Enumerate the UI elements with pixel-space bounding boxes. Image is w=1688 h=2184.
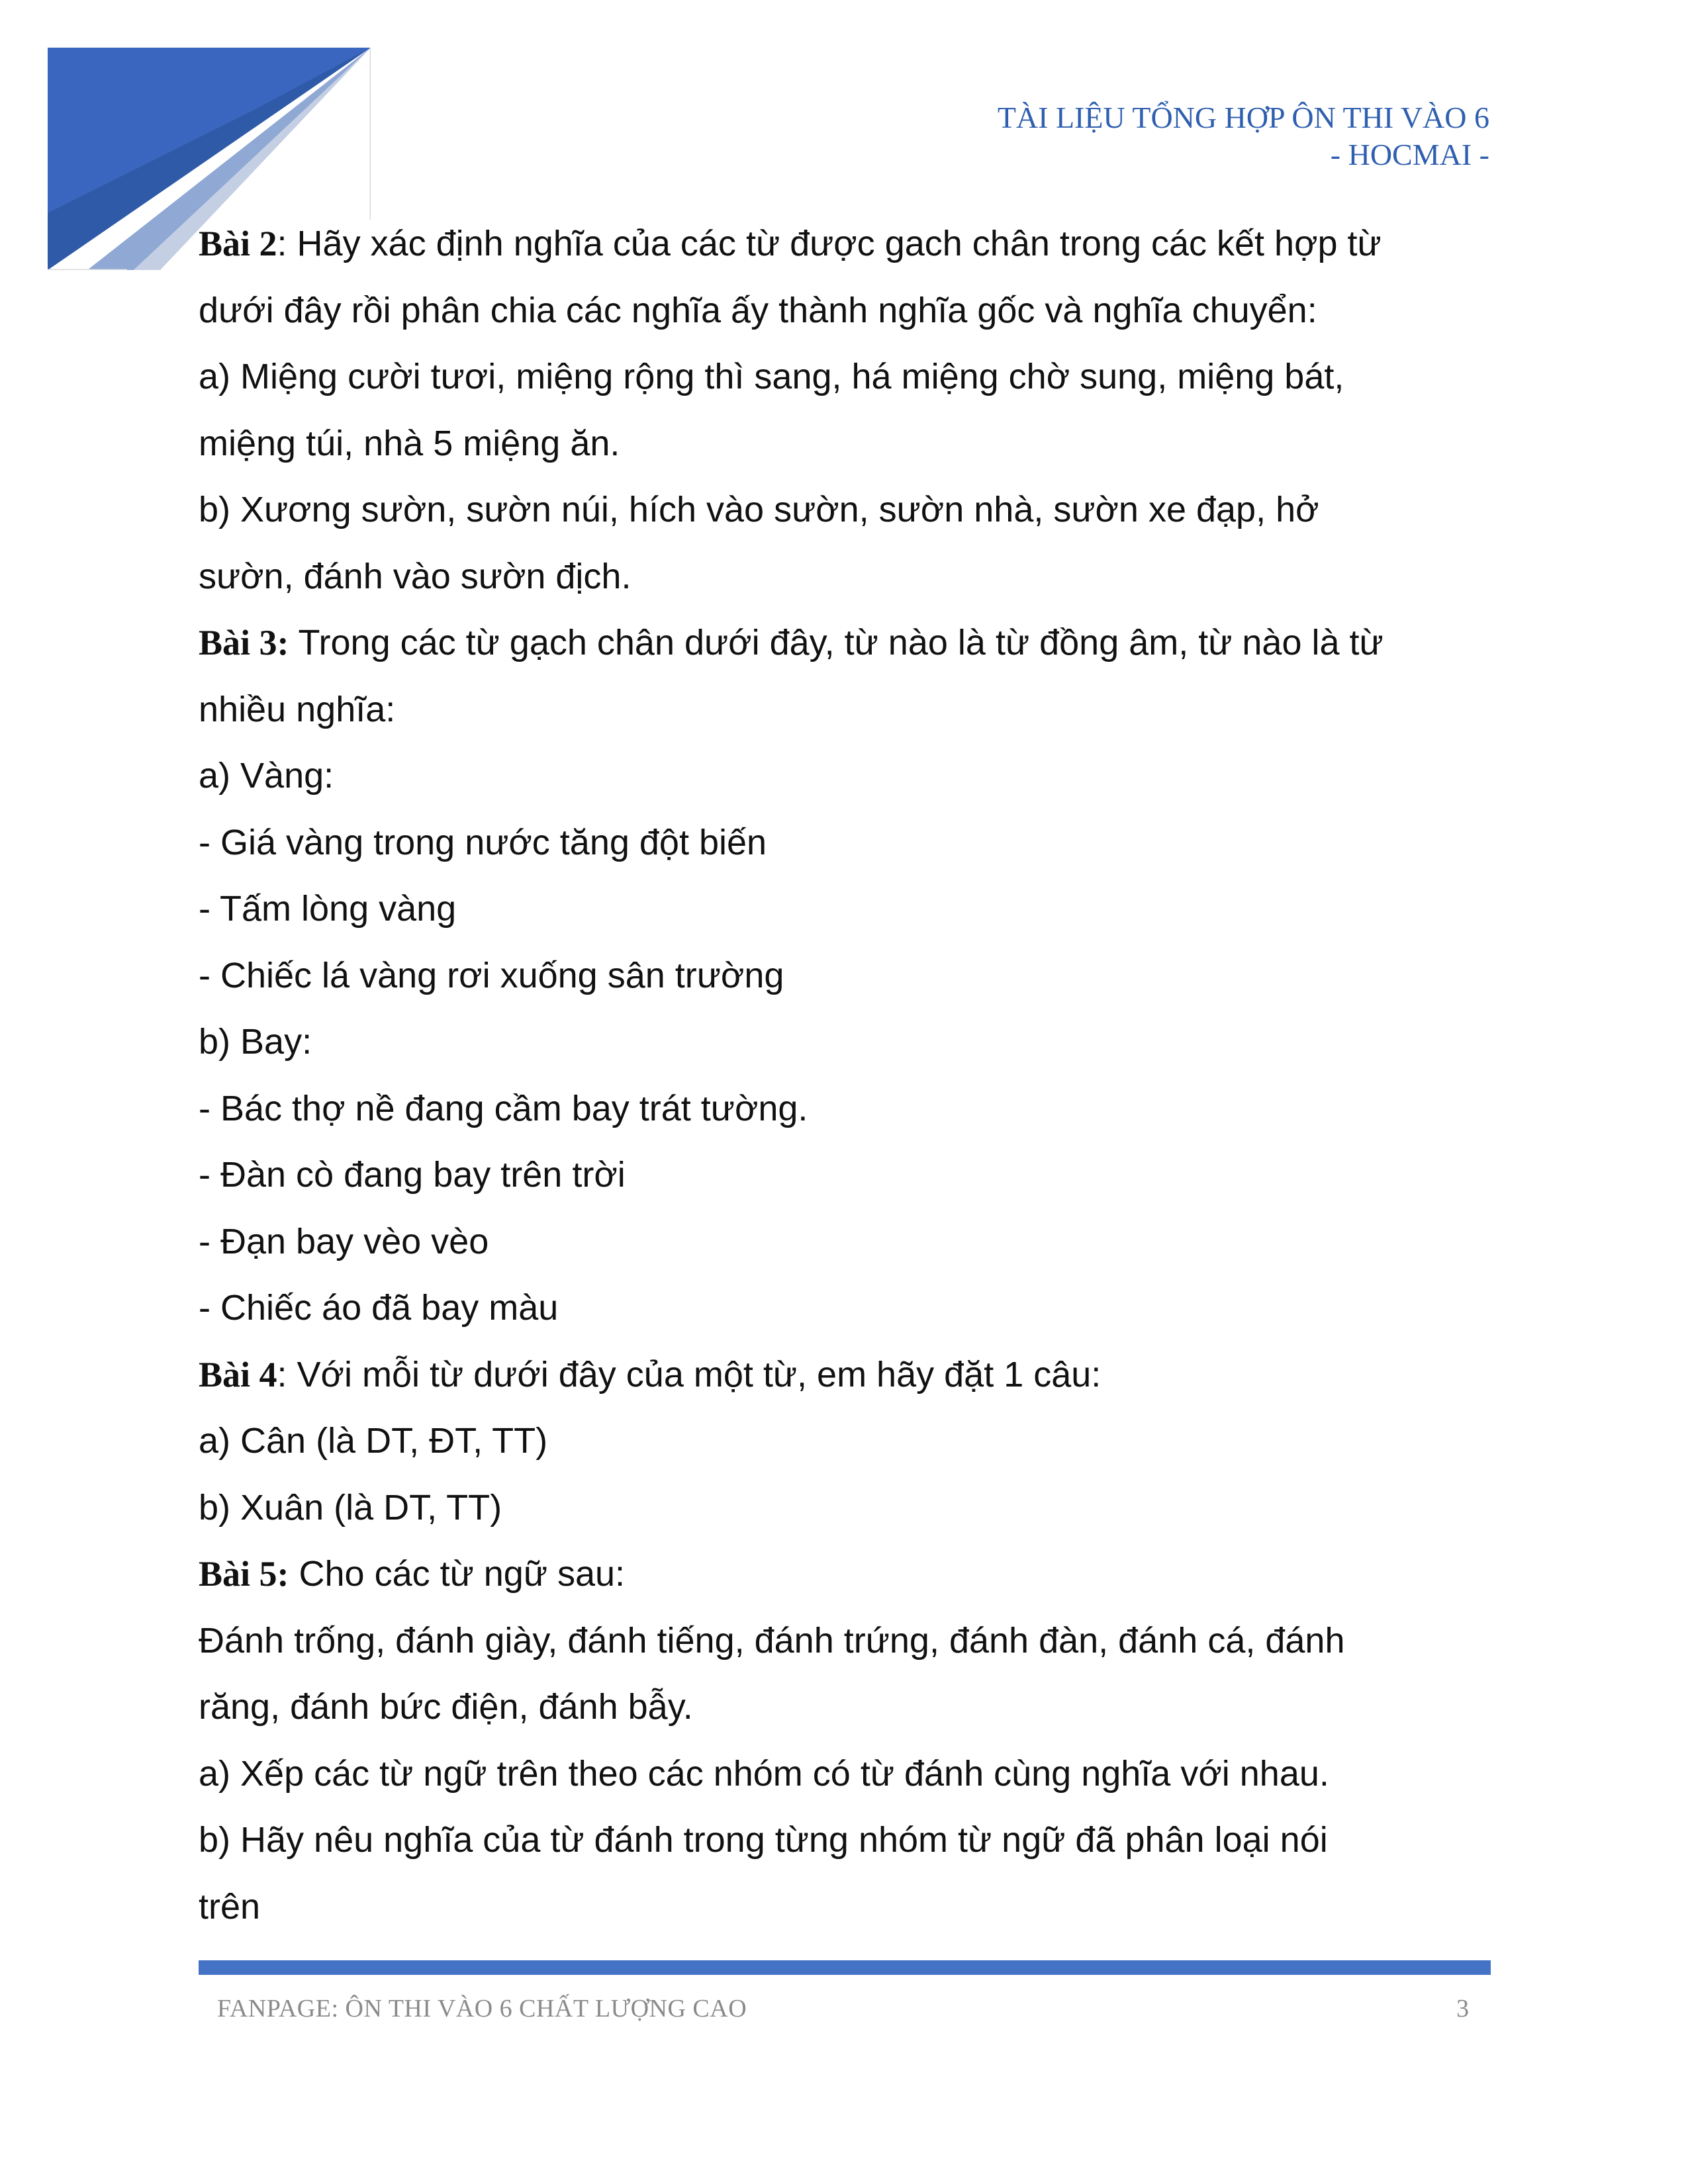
text-line: dưới đây rồi phân chia các nghĩa ấy thành nghĩa gốc và nghĩa chuyển: (199, 290, 1317, 330)
exercise-4-heading (199, 1342, 1496, 1408)
exercise-label: Bài 2 (199, 224, 277, 263)
text-line: b) Bay: (199, 1022, 312, 1062)
exercise-5-heading (199, 1541, 1496, 1608)
list-item: - Chiếc lá vàng rơi xuống sân trường (199, 955, 784, 995)
exercise-text: : Hãy xác định nghĩa của các từ được gach chân trong các kết hợp từ (277, 224, 1382, 263)
exercise-text: Cho các từ ngữ sau: (289, 1554, 626, 1594)
exercise-label: Bài 3: (199, 623, 289, 662)
text-line: b) Xuân (là DT, TT) (199, 1487, 502, 1527)
text-line: trên (199, 1886, 261, 1927)
text-line: b) Hãy nêu nghĩa của từ đánh trong từng nhóm từ ngữ đã phân loại nói (199, 1820, 1328, 1860)
exercise-label: Bài 5: (199, 1554, 289, 1594)
exercise-text: : Với mỗi từ dưới đây của một từ, em hãy đặt 1 câu: (277, 1354, 1102, 1394)
page-header (998, 99, 1489, 173)
page-number: 3 (1456, 1995, 1469, 2023)
footer-divider (199, 1960, 1491, 1975)
text-line: Đánh trống, đánh giày, đánh tiếng, đánh trứng, đánh đàn, đánh cá, đánh (199, 1620, 1345, 1661)
list-item: - Đàn cò đang bay trên trời (199, 1155, 626, 1195)
text-line: a) Miệng cười tươi, miệng rộng thì sang, há miệng chờ sung, miệng bát, (199, 357, 1344, 396)
header-title: TÀI LIỆU TỔNG HỢP ÔN THI VÀO 6 (997, 101, 1489, 134)
list-item: - Chiếc áo đã bay màu (199, 1288, 559, 1328)
exercise-2-heading (199, 210, 1496, 277)
text-line: nhiều nghĩa: (199, 689, 396, 729)
exercise-3-heading (199, 610, 1496, 676)
footer-text: FANPAGE: ÔN THI VÀO 6 CHẤT LƯỢNG CAO (217, 1995, 747, 2023)
exercise-label: Bài 4 (199, 1354, 277, 1394)
text-line: a) Cân (là DT, ĐT, TT) (199, 1421, 548, 1461)
text-line: miệng túi, nhà 5 miệng ăn. (199, 423, 620, 463)
exercise-text: Trong các từ gạch chân dưới đây, từ nào là từ đồng âm, từ nào là từ (289, 623, 1383, 662)
list-item: - Tấm lòng vàng (199, 889, 457, 929)
text-line: răng, đánh bức điện, đánh bẫy. (199, 1687, 693, 1727)
text-line: b) Xương sườn, sườn núi, hích vào sườn, sườn nhà, sườn xe đạp, hở (199, 490, 1319, 529)
text-line: sườn, đánh vào sườn địch. (199, 556, 632, 596)
text-line: a) Xếp các từ ngữ trên theo các nhóm có từ đánh cùng nghĩa với nhau. (199, 1753, 1329, 1794)
document-body (199, 210, 1496, 1940)
list-item: - Đạn bay vèo vèo (199, 1221, 489, 1261)
list-item: - Giá vàng trong nước tăng đột biến (199, 822, 767, 862)
header-subtitle: - HOCMAI - (1330, 138, 1489, 171)
list-item: - Bác thợ nề đang cầm bay trát tường. (199, 1088, 808, 1128)
text-line: a) Vàng: (199, 756, 334, 796)
